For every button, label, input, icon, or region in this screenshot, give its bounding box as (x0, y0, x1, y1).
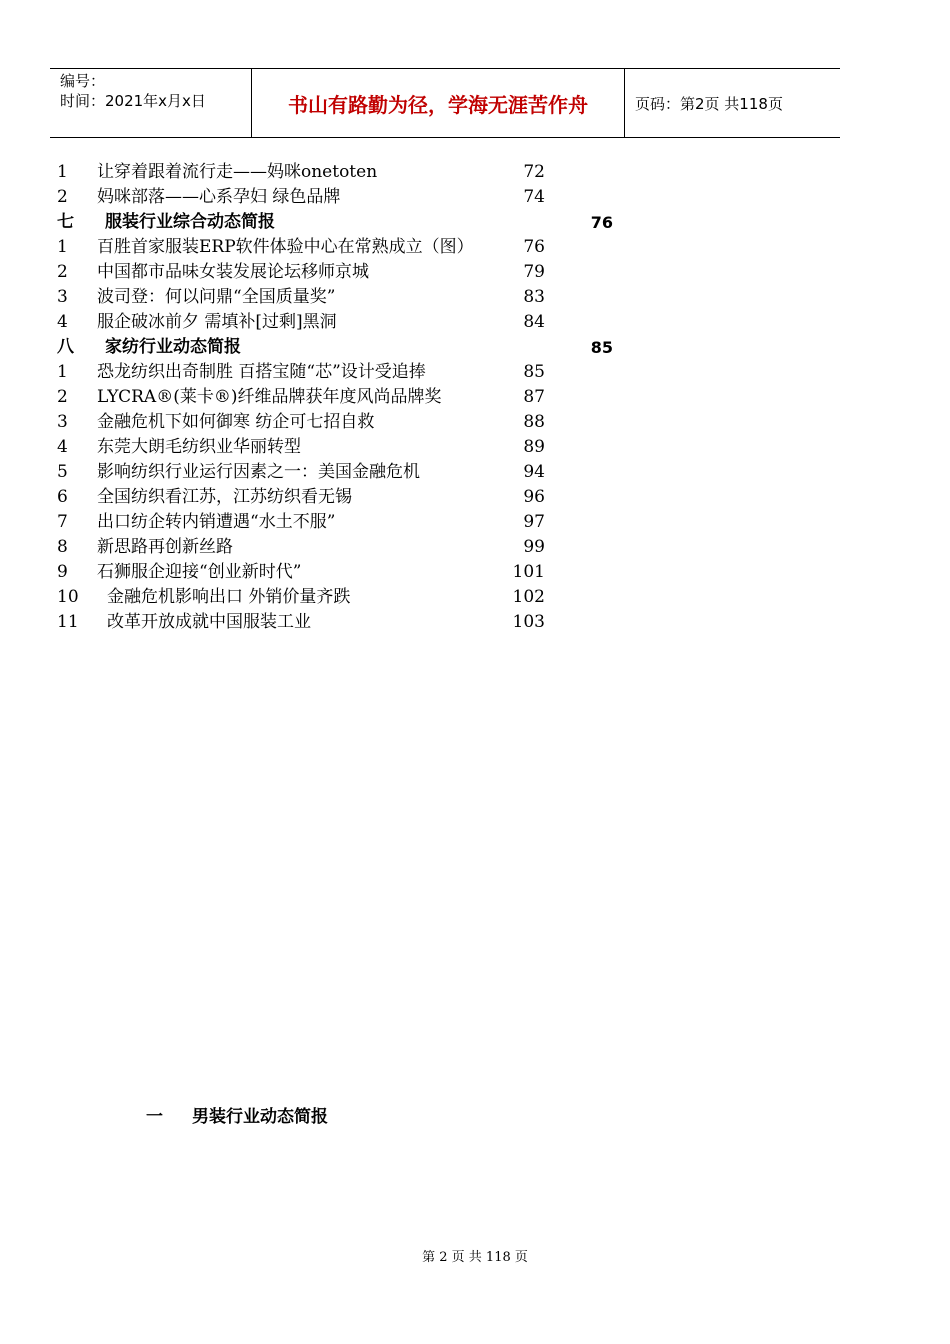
toc-entry-number: 6 (57, 487, 68, 507)
toc-entry-row[interactable] (57, 360, 657, 385)
toc-entry-number: 5 (57, 462, 68, 482)
toc-entry-title: 服企破冰前夕 需填补[过剩]黑洞 (97, 312, 337, 332)
toc-entry-page: 103 (512, 612, 545, 632)
toc-entry-number: 10 (57, 587, 79, 607)
toc-entry-title: 恐龙纺织出奇制胜 百搭宝随“芯”设计受追捧 (97, 362, 426, 382)
toc-entry-number: 4 (57, 437, 68, 457)
toc-entry-number: 八 (57, 337, 74, 357)
toc-entry-row[interactable] (57, 235, 657, 260)
toc-entry-page: 72 (523, 162, 545, 182)
toc-entry-row[interactable] (57, 160, 657, 185)
toc-entry-title: 全国纺织看江苏，江苏纺织看无锡 (97, 487, 352, 507)
toc-entry-number: 1 (57, 237, 68, 257)
toc-entry-page: 94 (523, 462, 545, 482)
toc-entry-number: 11 (57, 612, 79, 632)
toc-entry-number: 1 (57, 162, 68, 182)
toc-entry-row[interactable] (57, 460, 657, 485)
toc-entry-page: 83 (523, 287, 545, 307)
toc-entry-row[interactable] (57, 285, 657, 310)
toc-entry-page: 76 (590, 213, 613, 232)
toc-entry-number: 2 (57, 262, 68, 282)
toc-entry-row[interactable] (57, 535, 657, 560)
toc-entry-title: 出口纺企转内销遭遇“水土不服” (97, 512, 336, 532)
table-of-contents (57, 160, 657, 635)
toc-entry-page: 85 (590, 338, 613, 357)
toc-entry-row[interactable] (57, 410, 657, 435)
toc-entry-number: 1 (57, 362, 68, 382)
header-page-info: 页码：第2页 共118页 (635, 94, 783, 113)
header-motto: 书山有路勤为径，学海无涯苦作舟 (252, 69, 625, 137)
toc-entry-row[interactable] (57, 185, 657, 210)
toc-entry-page: 96 (523, 487, 545, 507)
toc-entry-title: 东莞大朗毛纺织业华丽转型 (97, 437, 301, 457)
toc-entry-number: 七 (57, 212, 74, 232)
toc-entry-page: 89 (523, 437, 545, 457)
header-left-cell (50, 69, 252, 137)
toc-entry-page: 97 (523, 512, 545, 532)
toc-entry-title: 服装行业综合动态简报 (105, 212, 275, 232)
toc-section-row[interactable] (57, 210, 657, 235)
toc-entry-number: 2 (57, 387, 68, 407)
toc-entry-title: 让穿着跟着流行走——妈咪onetoten (97, 162, 378, 182)
toc-entry-title: 家纺行业动态简报 (105, 337, 241, 357)
toc-entry-page: 84 (523, 312, 545, 332)
toc-entry-row[interactable] (57, 435, 657, 460)
toc-entry-row[interactable] (57, 510, 657, 535)
chapter-heading (146, 1102, 328, 1127)
toc-entry-page: 85 (523, 362, 545, 382)
toc-entry-page: 74 (523, 187, 545, 207)
toc-entry-title: 波司登：何以问鼎“全国质量奖” (97, 287, 336, 307)
toc-entry-page: 87 (523, 387, 545, 407)
page-footer: 第 2 页 共 118 页 (422, 1250, 528, 1265)
serial-label: 编号： (60, 72, 106, 90)
toc-entry-page: 101 (512, 562, 545, 582)
toc-entry-title: 影响纺织行业运行因素之一：美国金融危机 (97, 462, 420, 482)
toc-entry-page: 102 (512, 587, 545, 607)
toc-entry-title: 金融危机影响出口 外销价量齐跌 (107, 587, 351, 607)
toc-entry-page: 76 (523, 237, 545, 257)
toc-entry-number: 3 (57, 412, 68, 432)
toc-entry-page: 88 (523, 412, 545, 432)
toc-entry-number: 3 (57, 287, 68, 307)
toc-entry-title: 改革开放成就中国服装工业 (107, 612, 311, 632)
toc-section-row[interactable] (57, 335, 657, 360)
toc-entry-title: 金融危机下如何御寒 纺企可七招自救 (97, 412, 375, 432)
toc-entry-title: LYCRA®(莱卡®)纤维品牌获年度风尚品牌奖 (97, 387, 442, 407)
toc-entry-title: 妈咪部落——心系孕妇 绿色品牌 (97, 187, 341, 207)
toc-entry-page: 99 (523, 537, 545, 557)
toc-entry-number: 9 (57, 562, 68, 582)
toc-entry-title: 新思路再创新丝路 (97, 537, 233, 557)
toc-entry-row[interactable] (57, 610, 657, 635)
page-header (50, 68, 840, 138)
chapter-title: 男装行业动态简报 (192, 1107, 328, 1127)
toc-entry-title: 中国都市品味女装发展论坛移师京城 (97, 262, 369, 282)
toc-entry-row[interactable] (57, 585, 657, 610)
date-line: 时间：2021年x月x日 (60, 92, 206, 110)
toc-entry-row[interactable] (57, 260, 657, 285)
toc-entry-row[interactable] (57, 485, 657, 510)
toc-entry-row[interactable] (57, 310, 657, 335)
toc-entry-row[interactable] (57, 560, 657, 585)
toc-entry-number: 8 (57, 537, 68, 557)
toc-entry-number: 2 (57, 187, 68, 207)
toc-entry-row[interactable] (57, 385, 657, 410)
toc-entry-number: 7 (57, 512, 68, 532)
toc-entry-title: 百胜首家服装ERP软件体验中心在常熟成立（图） (97, 237, 474, 257)
toc-entry-number: 4 (57, 312, 68, 332)
toc-entry-title: 石狮服企迎接“创业新时代” (97, 562, 302, 582)
toc-entry-page: 79 (523, 262, 545, 282)
chapter-number: 一 (146, 1107, 163, 1127)
